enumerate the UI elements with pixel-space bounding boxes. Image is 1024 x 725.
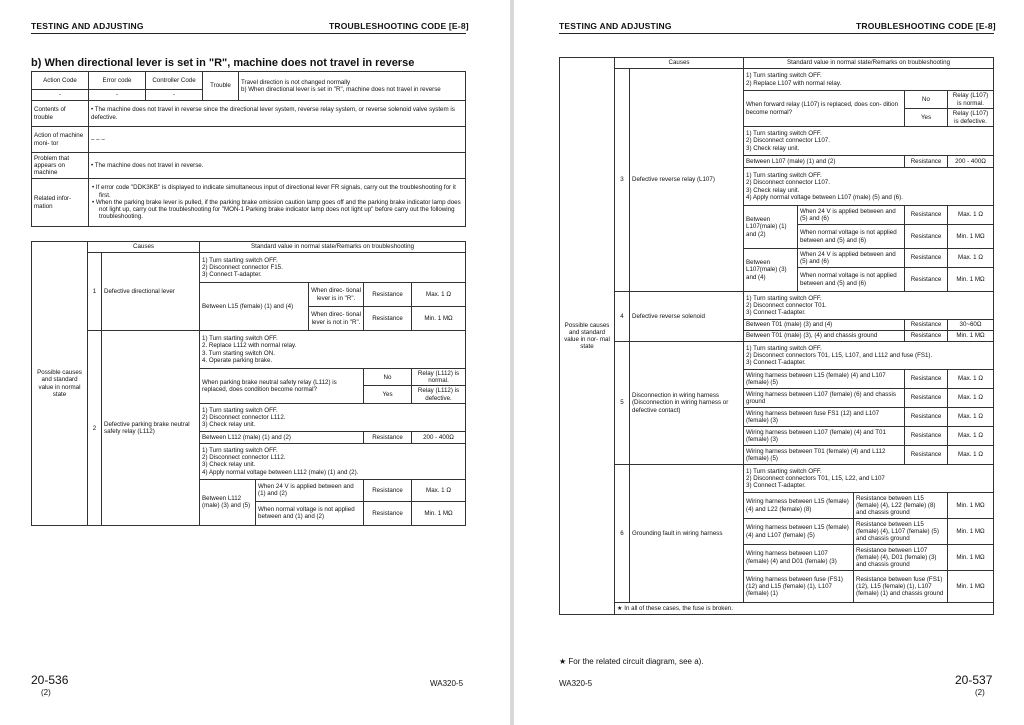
cause-4-row-1: Between T01 (male) (3) and (4) (744, 320, 905, 331)
related-text (89, 179, 466, 227)
action-code-value: - (32, 90, 89, 101)
cause-6-row-3: Wiring harness between L107 (female) (4) and D01 (female) (3) (744, 545, 854, 571)
cause-1-between: Between L15 (female) (1) and (4) (200, 283, 309, 331)
cause-3-between-2: Between L107(male) (1) and (2) (744, 206, 798, 249)
col-standard-value: Standard value in normal state/Remarks on troubleshooting (200, 242, 466, 253)
cause-3-no: No (905, 91, 948, 109)
cause-3-b3-cond-2: When normal voltage is not applied between and (5) and (6) (798, 268, 905, 292)
cause-6-row-4: Wiring harness between fuse (FS1) (12) and L15 (female) (1), L107 (female) (1) (744, 571, 854, 603)
cause-6-row-4-value: Min. 1 MΩ (948, 571, 994, 603)
cause-5-name: Disconnection in wiring harness (Disconnection in wiring harness or defective contact) (630, 342, 744, 465)
cause-3-b2-cond-2: When normal voltage is not applied between and (5) and (6) (798, 225, 905, 249)
star-note: ★ In all of these cases, the fuse is broken. (615, 603, 994, 615)
possible-causes-label-right: Possible causes and standard value in nor- mal state (560, 58, 615, 615)
problem-label: Problem that appears on machine (32, 153, 89, 179)
cause-2-between-1-type: Resistance (364, 431, 412, 443)
cause-1-name: Defective directional lever (102, 253, 200, 331)
right-header-section: TESTING AND ADJUSTING (559, 21, 672, 31)
right-page-number: 20-537 (955, 673, 993, 687)
cause-6-row-4-cond: Resistance between fuse (FS1) (12), L15 (female) (1), L107 (female) (1) and chassis ground (854, 571, 948, 603)
cause-5-row-1-value: Max. 1 Ω (948, 370, 994, 389)
cause-4-row-2: Between T01 (male) (3), (4) and chassis ground (744, 331, 905, 342)
related-item-2: • When the parking brake lever is pulled, if the parking brake omission caution lamp goes off and the parking brake indicator lamp does not light up, carry out the troubleshooting for "MON-1 Parking brake indicator lamp does not light up" before carry out the following troubleshooting. (92, 198, 461, 221)
col-causes-right: Causes (615, 58, 744, 69)
cause-6-row-1-value: Min. 1 MΩ (948, 493, 994, 519)
cause-3-between-1: Between L107 (male) (1) and (2) (744, 156, 905, 168)
left-page (0, 0, 510, 725)
cause-1-cond-1-type: Resistance (364, 283, 412, 307)
cause-1-steps: 1) Turn starting switch OFF. 2) Disconnect connector F15. 3) Connect T-adapter. (200, 253, 466, 283)
col-controller-code: Controller Code (146, 72, 203, 90)
left-header-rule (31, 33, 466, 34)
left-causes-table (31, 241, 466, 526)
right-page (514, 0, 1024, 725)
cause-5-row-2-value: Max. 1 Ω (948, 389, 994, 408)
cause-5-row-4-value: Max. 1 Ω (948, 427, 994, 446)
right-model: WA320-5 (559, 679, 593, 688)
cause-6-row-2-cond: Resistance between L15 (female) (4), L107 (female) (5) and chassis ground (854, 519, 948, 545)
col-error-code: Error code (89, 72, 146, 90)
cause-4-steps: 1) Turn starting switch OFF. 2) Disconnect connector T01. 3) Connect T-adapter. (744, 292, 994, 320)
cause-5-row-3-value: Max. 1 Ω (948, 408, 994, 427)
cause-3-b3-cond-2-value: Min. 1 MΩ (948, 268, 994, 292)
cause-3-name: Defective reverse relay (L107) (630, 69, 744, 292)
controller-code-value: - (146, 90, 203, 101)
cause-2-no-result: Relay (L112) is normal. (412, 369, 466, 386)
left-page-number: 20-536 (31, 673, 69, 687)
cause-3-between-1-value: 200 - 400Ω (948, 156, 994, 168)
cause-2-between-2: Between L112 (male) (3) and (5) (200, 479, 256, 525)
left-model: WA320-5 (430, 679, 464, 688)
cause-5-row-5: Wiring harness between T01 (female) (4) and L112 (female) (5) (744, 446, 905, 465)
cause-3-no-result: Relay (L107) is normal. (948, 91, 994, 109)
cause-5-row-4-type: Resistance (905, 427, 948, 446)
cause-4-name: Defective reverse solenoid (630, 292, 744, 342)
cause-4-row-1-value: 30~60Ω (948, 320, 994, 331)
cause-2-steps-1: 1) Turn starting switch OFF. 2. Replace L112 with normal relay. 3. Turn starting switch ON. 4. Operate parking brake. (200, 331, 466, 369)
right-header-rule (559, 33, 994, 34)
trouble-description (239, 72, 466, 101)
cause-6-row-1-cond: Resistance between L15 (female) (4), L22 (female) (8) and chassis ground (854, 493, 948, 519)
cause-4-number: 4 (615, 292, 630, 342)
cause-2-cond-1-type: Resistance (364, 479, 412, 501)
cause-3-b2-cond-1-value: Max. 1 Ω (948, 206, 994, 225)
cause-6-name: Grounding fault in wiring harness (630, 465, 744, 603)
cause-6-row-3-cond: Resistance between L107 (female) (4), D01 (female) (3) and chassis ground (854, 545, 948, 571)
related-item-1: • If error code "DDK3KB" is displayed to indicate simultaneous input of directional lever FR signals, carry out the troubleshooting for it first. (92, 184, 456, 199)
cause-6-row-2-value: Min. 1 MΩ (948, 519, 994, 545)
cause-2-cond-1: When 24 V is applied between and (1) and (2) (256, 479, 364, 501)
col-trouble: Trouble (203, 72, 239, 101)
cause-2-number: 2 (88, 331, 102, 526)
cause-5-row-3: Wiring harness between fuse FS1 (12) and L107 (female) (3) (744, 408, 905, 427)
cause-5-row-5-value: Max. 1 Ω (948, 446, 994, 465)
error-code-value: - (89, 90, 146, 101)
cause-3-b3-cond-1-value: Max. 1 Ω (948, 249, 994, 268)
contents-label: Contents of trouble (32, 101, 89, 127)
cause-4-row-2-type: Resistance (905, 331, 948, 342)
action-label: Action of machine moni- tor (32, 127, 89, 153)
left-page-revision: (2) (41, 688, 51, 697)
cause-3-b2-cond-1-type: Resistance (905, 206, 948, 225)
cause-2-between-1: Between L112 (male) (1) and (2) (200, 431, 364, 443)
cause-6-row-3-value: Min. 1 MΩ (948, 545, 994, 571)
cause-3-b2-cond-2-type: Resistance (905, 225, 948, 249)
cause-6-steps: 1) Turn starting switch OFF. 2) Disconnect connectors T01, L15, L22, and L107 3) Connect T-adapter. (744, 465, 994, 493)
cause-1-cond-2: When direc- tional lever is not in "R". (309, 307, 364, 331)
cause-3-b2-cond-2-value: Min. 1 MΩ (948, 225, 994, 249)
cause-3-b3-cond-1: When 24 V is applied between and (5) and (6) (798, 249, 905, 268)
col-standard-value-right: Standard value in normal state/Remarks on troubleshooting (744, 58, 994, 69)
cause-2-cond-1-value: Max. 1 Ω (412, 479, 466, 501)
trouble-line-2: b) When directional lever is set in "R", machine does not travel in reverse (241, 86, 441, 93)
cause-2-cond-2: When normal voltage is not applied between and (1) and (2) (256, 501, 364, 525)
right-page-revision: (2) (975, 688, 985, 697)
cause-3-steps-2: 1) Turn starting switch OFF. 2) Disconnect connector L107. 3) Check relay unit. (744, 127, 994, 156)
cause-5-row-1-type: Resistance (905, 370, 948, 389)
cause-4-row-2-value: Min. 1 MΩ (948, 331, 994, 342)
problem-text: • The machine does not travel in reverse. (89, 153, 466, 179)
circuit-footnote: ★ For the related circuit diagram, see a). (559, 657, 704, 666)
cause-3-yes-result: Relay (L107) is defective. (948, 109, 994, 127)
cause-2-cond-2-value: Min. 1 MΩ (412, 501, 466, 525)
trouble-line-1: Travel direction is not changed normally (241, 78, 351, 86)
trouble-info-table (31, 71, 466, 227)
right-causes-table (559, 57, 994, 615)
cause-2-name: Defective parking brake neutral safety relay (L112) (102, 331, 200, 526)
cause-2-steps-2: 1) Turn starting switch OFF. 2) Disconnect connector L112. 3) Check relay unit. (200, 403, 466, 431)
cause-2-yes: Yes (364, 386, 412, 403)
cause-1-number: 1 (88, 253, 102, 331)
cause-3-steps-1: 1) Turn starting switch OFF. 2) Replace L107 with normal relay. (744, 69, 994, 91)
cause-5-row-4: Wiring harness between L107 (female) (4) and T01 (female) (3) (744, 427, 905, 446)
left-header-code: TROUBLESHOOTING CODE [E-8] (329, 21, 469, 31)
cause-3-steps-3: 1) Turn starting switch OFF. 2) Disconnect connector L107. 3) Check relay unit. 4) Apply normal voltage between L107 (male) (5) and (6). (744, 168, 994, 206)
cause-5-number: 5 (615, 342, 630, 465)
cause-2-between-1-value: 200 - 400Ω (412, 431, 466, 443)
cause-3-number: 3 (615, 69, 630, 292)
cause-6-row-1: Wiring harness between L15 (female) (4) and L22 (female) (8) (744, 493, 854, 519)
cause-3-question: When forward relay (L107) is replaced, does con- dition become normal? (744, 91, 905, 127)
right-header-code: TROUBLESHOOTING CODE [E-8] (856, 21, 996, 31)
cause-5-steps: 1) Turn starting switch OFF. 2) Disconnect connectors T01, L15, L107, and L112 and fuse (FS1). 3) Connect T-adapter. (744, 342, 994, 370)
cause-2-no: No (364, 369, 412, 386)
cause-1-cond-2-value: Min. 1 MΩ (412, 307, 466, 331)
cause-5-row-2-type: Resistance (905, 389, 948, 408)
cause-3-between-3: Between L107(male) (3) and (4) (744, 249, 798, 292)
cause-2-cond-2-type: Resistance (364, 501, 412, 525)
cause-3-b2-cond-1: When 24 V is applied between and (5) and (6) (798, 206, 905, 225)
contents-text: • The machine does not travel in reverse since the directional lever system, reverse relay system, or reverse solenoid valve system is defective. (89, 101, 466, 127)
left-header-section: TESTING AND ADJUSTING (31, 21, 144, 31)
possible-causes-label: Possible causes and standard value in normal state (32, 242, 88, 526)
cause-3-b3-cond-1-type: Resistance (905, 249, 948, 268)
cause-1-cond-1-value: Max. 1 Ω (412, 283, 466, 307)
cause-5-row-2: Wiring harness between L107 (female) (6) and chassis ground (744, 389, 905, 408)
col-action-code: Action Code (32, 72, 89, 90)
cause-6-row-2: Wiring harness between L15 (female) (4) and L107 (female) (5) (744, 519, 854, 545)
action-text: – – – (89, 127, 466, 153)
cause-2-steps-3: 1) Turn starting switch OFF. 2) Disconnect connector L112. 3) Check relay unit. 4) Apply normal voltage between L112 (male) (1) and (2). (200, 443, 466, 479)
col-causes: Causes (88, 242, 200, 253)
cause-6-number: 6 (615, 465, 630, 603)
cause-5-row-3-type: Resistance (905, 408, 948, 427)
cause-5-row-1: Wiring harness between L15 (female) (4) and L107 (female) (5) (744, 370, 905, 389)
cause-2-question: When parking brake neutral safety relay (L112) is replaced, does condition become normal? (200, 369, 364, 404)
cause-3-yes: Yes (905, 109, 948, 127)
cause-2-yes-result: Relay (L112) is defective. (412, 386, 466, 403)
cause-1-cond-1: When direc- tional lever is in "R". (309, 283, 364, 307)
related-label: Related infor- mation (32, 179, 89, 227)
cause-4-row-1-type: Resistance (905, 320, 948, 331)
section-title: b) When directional lever is set in "R", machine does not travel in reverse (31, 57, 415, 69)
cause-3-b3-cond-2-type: Resistance (905, 268, 948, 292)
cause-1-cond-2-type: Resistance (364, 307, 412, 331)
cause-5-row-5-type: Resistance (905, 446, 948, 465)
cause-3-between-1-type: Resistance (905, 156, 948, 168)
